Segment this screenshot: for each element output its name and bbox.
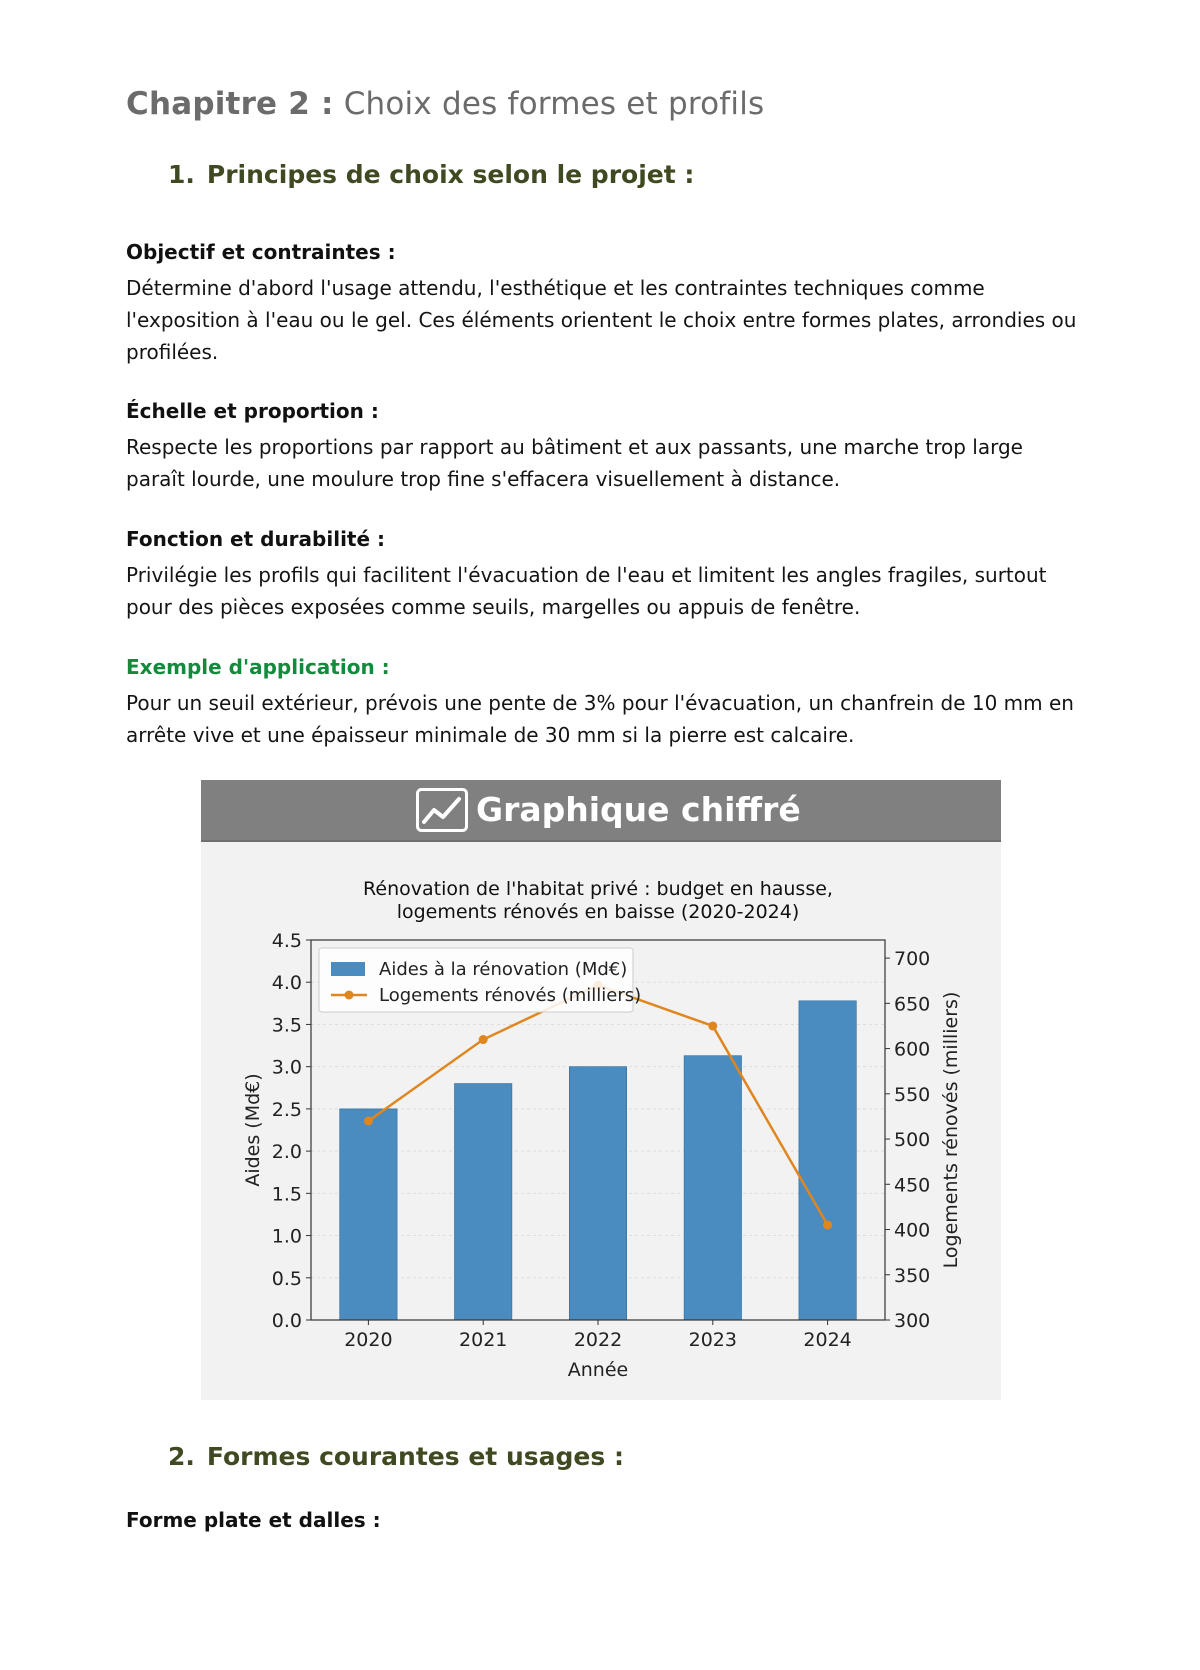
- legend-bar-label: Aides à la rénovation (Md€): [379, 959, 628, 980]
- y-tick-label-3: 1.5: [271, 1183, 302, 1206]
- chart-figure-header: [201, 780, 1001, 842]
- chart-title: Rénovation de l'habitat privé : budget en hausse,: [363, 878, 833, 900]
- line-point-2024: [823, 1221, 832, 1230]
- block-fonction-title: Fonction et durabilité :: [126, 527, 386, 551]
- x-tick-label-2020: 2020: [344, 1329, 393, 1351]
- y2-tick-label-2: 400: [894, 1219, 931, 1242]
- y-tick-label-1: 0.5: [271, 1267, 302, 1290]
- block-objectif: [126, 240, 1086, 368]
- line-point-2021: [479, 1035, 488, 1044]
- section-1-number: 1.: [168, 160, 195, 189]
- bar-series: [340, 1001, 857, 1320]
- y2-tick-label-8: 700: [894, 948, 931, 971]
- y2-tick-label-6: 600: [894, 1038, 931, 1061]
- block-fonction: [126, 527, 1086, 623]
- legend-bar-swatch: [331, 962, 365, 976]
- block-exemple-title: Exemple d'application :: [126, 655, 390, 679]
- line-chart-icon: [416, 788, 468, 832]
- y2-tick-label-1: 350: [894, 1264, 931, 1287]
- block-objectif-body: Détermine d'abord l'usage attendu, l'esthétique et les contraintes techniques comme l'exposition à l'eau ou le gel. Ces éléments orientent le choix entre formes plates, arrondies ou profilées.: [126, 276, 1077, 364]
- bar-2022: [569, 1067, 626, 1320]
- x-axis-ticks: [344, 1320, 852, 1351]
- chart-svg: [201, 840, 1001, 1400]
- block-echelle: [126, 399, 1086, 495]
- x-axis-label: Année: [567, 1359, 629, 1381]
- y-axis-label: Aides (Md€): [242, 1073, 264, 1187]
- left-axis-ticks: [272, 930, 311, 1332]
- chapter-number: Chapitre 2 :: [126, 86, 334, 122]
- y-tick-label-9: 4.5: [271, 930, 302, 952]
- block-fonction-body: Privilégie les profils qui facilitent l'évacuation de l'eau et limitent les angles fragiles, surtout pour des pièces exposées comme seuils, margelles ou appuis de fenêtre.: [126, 563, 1047, 619]
- bar-2023: [684, 1056, 741, 1320]
- chapter-subtitle: Choix des formes et profils: [343, 86, 765, 122]
- chart-title-line2: logements rénovés en baisse (2020-2024): [396, 901, 800, 923]
- y-tick-label-5: 2.5: [271, 1098, 302, 1121]
- block-objectif-title: Objectif et contraintes :: [126, 240, 396, 264]
- block-forme-plate-title: Forme plate et dalles :: [126, 1508, 381, 1532]
- y2-tick-label-7: 650: [894, 993, 931, 1016]
- y2-tick-label-3: 450: [894, 1174, 931, 1197]
- section-1-title: Principes de choix selon le projet :: [206, 160, 695, 189]
- y-tick-label-0: 0.0: [271, 1310, 302, 1332]
- legend-line-marker: [345, 991, 354, 1000]
- block-exemple: [126, 655, 1086, 751]
- y-tick-label-4: 2.0: [271, 1141, 302, 1164]
- bar-2020: [340, 1109, 397, 1320]
- y-tick-label-2: 1.0: [271, 1225, 302, 1248]
- right-axis-ticks: [885, 948, 930, 1332]
- chart-legend: [319, 948, 641, 1012]
- section-1-heading: [168, 160, 694, 189]
- block-exemple-body: Pour un seuil extérieur, prévois une pente de 3% pour l'évacuation, un chanfrein de 10 mm en arrête vive et une épaisseur minimale de 30 mm si la pierre est calcaire.: [126, 691, 1074, 747]
- chart-figure: [201, 780, 1001, 1400]
- y2-tick-label-0: 300: [894, 1310, 931, 1332]
- y2-axis-label: Logements rénovés (milliers): [940, 991, 962, 1269]
- y2-tick-label-4: 500: [894, 1129, 931, 1152]
- x-tick-label-2022: 2022: [573, 1329, 623, 1351]
- section-2-number: 2.: [168, 1442, 195, 1471]
- y-tick-label-6: 3.0: [271, 1056, 302, 1079]
- line-point-2023: [708, 1021, 717, 1030]
- section-2-title: Formes courantes et usages :: [206, 1442, 624, 1471]
- x-tick-label-2023: 2023: [688, 1329, 737, 1351]
- x-tick-label-2024: 2024: [803, 1329, 852, 1351]
- legend-line-label: Logements rénovés (milliers): [379, 985, 642, 1006]
- bar-2021: [455, 1084, 512, 1320]
- block-forme-plate: [126, 1508, 1086, 1540]
- block-echelle-title: Échelle et proportion :: [126, 399, 379, 423]
- line-point-2020: [364, 1116, 373, 1125]
- chapter-title: [126, 86, 764, 122]
- y-tick-label-8: 4.0: [271, 972, 302, 995]
- x-tick-label-2021: 2021: [459, 1329, 508, 1351]
- y2-tick-label-5: 550: [894, 1083, 931, 1106]
- chart-figure-header-text: Graphique chiffré: [476, 790, 801, 829]
- section-2-heading: [168, 1442, 624, 1471]
- block-echelle-body: Respecte les proportions par rapport au bâtiment et aux passants, une marche trop large paraît lourde, une moulure trop fine s'effacera visuellement à distance.: [126, 435, 1023, 491]
- y-tick-label-7: 3.5: [271, 1014, 302, 1037]
- bar-2024: [799, 1001, 856, 1320]
